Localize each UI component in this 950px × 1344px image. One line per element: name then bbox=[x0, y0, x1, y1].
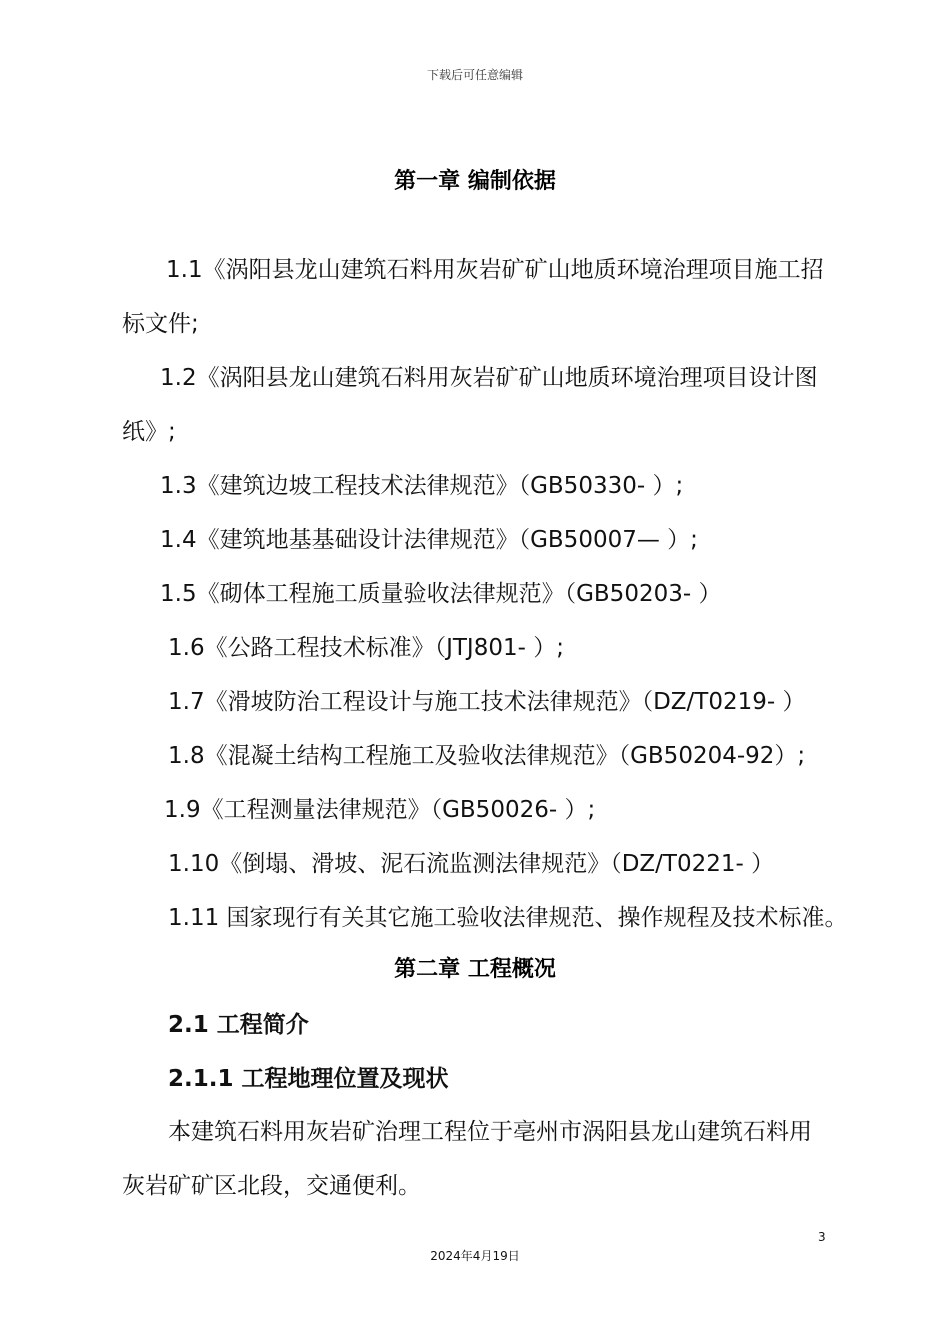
item-1-7: 1.7《滑坡防治工程设计与施工技术法律规范》（DZ/T0219- ） bbox=[168, 689, 806, 715]
footer-date: 2024年4月19日 bbox=[430, 1249, 520, 1263]
page-number: 3 bbox=[818, 1230, 826, 1244]
section-2-1-1-heading: 2.1.1 工程地理位置及现状 bbox=[168, 1066, 449, 1092]
item-1-9: 1.9《工程测量法律规范》（GB50026- ）; bbox=[164, 797, 596, 823]
page-header: 下载后可任意编辑 bbox=[426, 68, 523, 82]
chapter-1-title: 第一章 编制依据 bbox=[394, 169, 556, 194]
item-1-8: 1.8《混凝土结构工程施工及验收法律规范》（GB50204-92）; bbox=[168, 743, 806, 769]
body-text-line-1: 本建筑石料用灰岩矿治理工程位于亳州市涡阳县龙山建筑石料用 bbox=[168, 1119, 812, 1145]
item-1-11: 1.11 国家现行有关其它施工验收法律规范、操作规程及技术标准。 bbox=[168, 905, 848, 931]
item-1-1-line-1: 1.1《涡阳县龙山建筑石料用灰岩矿矿山地质环境治理项目施工招 bbox=[166, 257, 824, 283]
section-2-1-heading: 2.1 工程简介 bbox=[168, 1012, 309, 1038]
item-1-2-line-1: 1.2《涡阳县龙山建筑石料用灰岩矿矿山地质环境治理项目设计图 bbox=[160, 365, 818, 391]
item-1-10: 1.10《倒塌、滑坡、泥石流监测法律规范》（DZ/T0221- ） bbox=[168, 851, 775, 877]
item-1-3: 1.3《建筑边坡工程技术法律规范》（GB50330- ）; bbox=[160, 473, 684, 499]
item-1-6: 1.6《公路工程技术标准》（JTJ801- ）; bbox=[168, 635, 564, 661]
body-text-line-2: 灰岩矿矿区北段，交通便利。 bbox=[122, 1173, 421, 1199]
item-1-2-line-2: 纸》; bbox=[122, 419, 176, 445]
chapter-2-title: 第二章 工程概况 bbox=[394, 957, 556, 982]
item-1-5: 1.5《砌体工程施工质量验收法律规范》（GB50203- ） bbox=[160, 581, 722, 607]
item-1-4: 1.4《建筑地基基础设计法律规范》（GB50007— ）; bbox=[160, 527, 698, 553]
item-1-1-line-2: 标文件; bbox=[122, 311, 199, 337]
